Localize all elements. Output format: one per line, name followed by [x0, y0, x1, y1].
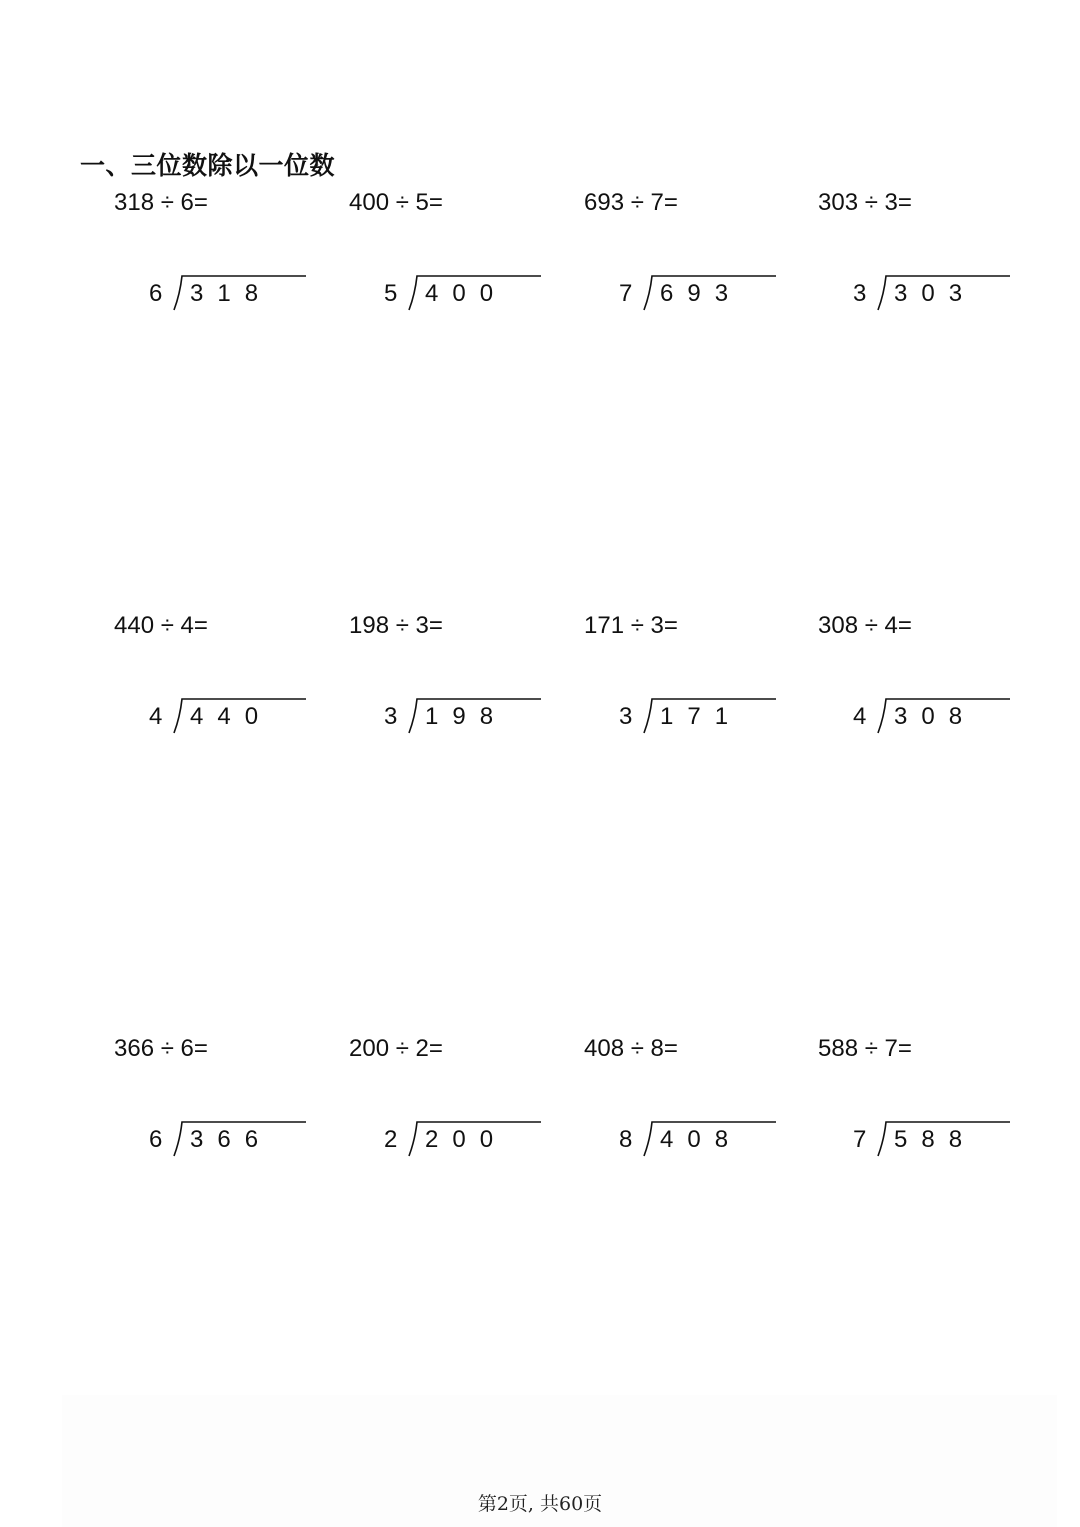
- division-problem: [114, 1034, 344, 1184]
- division-problem: [818, 1034, 1048, 1184]
- divisor: 2: [384, 1126, 398, 1153]
- long-division: [619, 697, 749, 737]
- dividend: 366: [190, 1126, 273, 1153]
- division-problem: [818, 188, 1048, 338]
- division-problem: [349, 188, 579, 338]
- problem-expression: 171 ÷ 3=: [584, 612, 678, 639]
- divisor: 7: [619, 280, 633, 307]
- problem-expression: 693 ÷ 7=: [584, 189, 678, 216]
- dividend: 440: [190, 703, 273, 730]
- division-problem: [584, 188, 814, 338]
- divisor: 7: [853, 1126, 867, 1153]
- dividend: 308: [894, 703, 977, 730]
- problem-expression: 318 ÷ 6=: [114, 189, 208, 216]
- divisor: 8: [619, 1126, 633, 1153]
- dividend: 171: [660, 703, 743, 730]
- division-problem: [114, 611, 344, 761]
- dividend: 198: [425, 703, 508, 730]
- division-problem: [114, 188, 344, 338]
- problem-expression: 303 ÷ 3=: [818, 189, 912, 216]
- long-division: [384, 697, 514, 737]
- divisor: 3: [619, 703, 633, 730]
- divisor: 6: [149, 1126, 163, 1153]
- divisor: 3: [853, 280, 867, 307]
- division-problem: [349, 611, 579, 761]
- long-division: [853, 274, 983, 314]
- problem-expression: 200 ÷ 2=: [349, 1035, 443, 1062]
- division-problem: [584, 1034, 814, 1184]
- dividend: 400: [425, 280, 508, 307]
- problem-expression: 198 ÷ 3=: [349, 612, 443, 639]
- long-division: [853, 1120, 983, 1160]
- divisor: 5: [384, 280, 398, 307]
- long-division: [149, 1120, 279, 1160]
- page-number-footer: 第2页, 共60页: [477, 1493, 603, 1515]
- problem-expression: 400 ÷ 5=: [349, 189, 443, 216]
- problem-expression: 308 ÷ 4=: [818, 612, 912, 639]
- long-division: [384, 1120, 514, 1160]
- division-problem: [349, 1034, 579, 1184]
- dividend: 588: [894, 1126, 977, 1153]
- long-division: [619, 1120, 749, 1160]
- dividend: 318: [190, 280, 273, 307]
- section-title: 一、三位数除以一位数: [80, 151, 336, 180]
- long-division: [384, 274, 514, 314]
- dividend: 693: [660, 280, 743, 307]
- problem-expression: 588 ÷ 7=: [818, 1035, 912, 1062]
- divisor: 6: [149, 280, 163, 307]
- long-division: [619, 274, 749, 314]
- long-division: [149, 274, 279, 314]
- long-division: [853, 697, 983, 737]
- divisor: 4: [853, 703, 867, 730]
- dividend: 408: [660, 1126, 743, 1153]
- division-problem: [818, 611, 1048, 761]
- dividend: 303: [894, 280, 977, 307]
- divisor: 4: [149, 703, 163, 730]
- long-division: [149, 697, 279, 737]
- division-problem: [584, 611, 814, 761]
- problem-expression: 408 ÷ 8=: [584, 1035, 678, 1062]
- divisor: 3: [384, 703, 398, 730]
- problem-expression: 366 ÷ 6=: [114, 1035, 208, 1062]
- problem-expression: 440 ÷ 4=: [114, 612, 208, 639]
- dividend: 200: [425, 1126, 508, 1153]
